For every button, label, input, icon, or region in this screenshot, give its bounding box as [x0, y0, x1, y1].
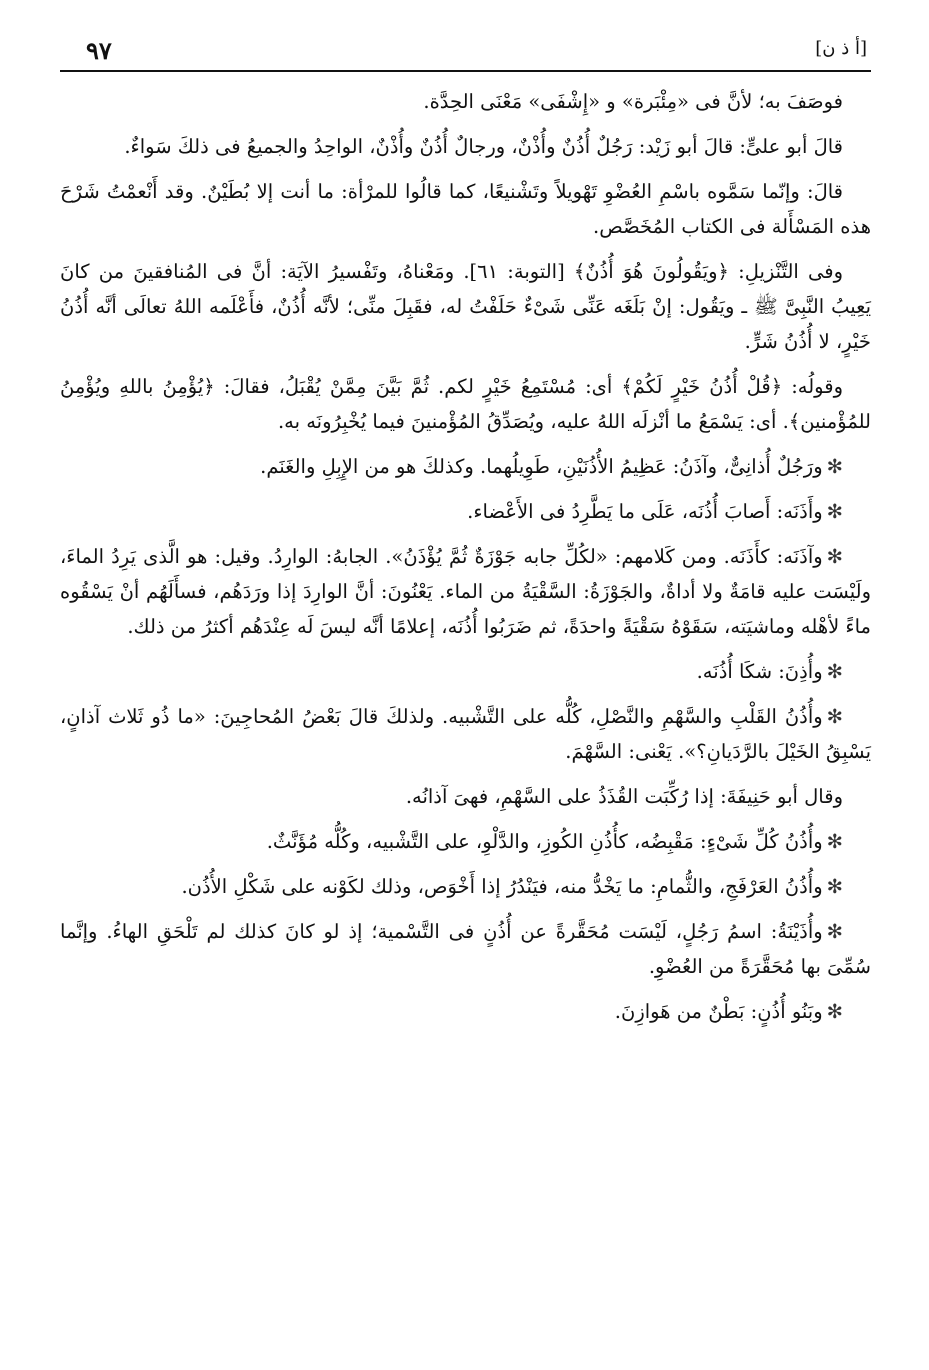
paragraph-14: ✻وبَنُو أُذُنٍ: بَطْنٌ من هَوازِنَ.	[614, 1000, 843, 1023]
asterisk-icon: ✻	[826, 545, 843, 568]
asterisk-icon: ✻	[826, 660, 843, 683]
paragraph-3: وفى التَّنْزيلِ: ﴿ويَقُولُونَ هُوَ أُذُنٌ﴾ [التوبة: ٦١]. ومَعْناهُ، وتَفْسيرُ الآيَة: أنَّ فى المُنافقينَ من كانَ يَعِيبُ النَّبِىَّ ﷺ ـ ويَقُول: إنْ بَلَغَه عَنِّى شَىْءٌ حَلَفْتُ له، فقَبِلَ منِّى؛ لأنَّه أُذُنٌ، فأَعْلَمه اللهُ تعالَى أنَّه أُذُنُ خَيْرٍ، لا أُذُنُ شَرٍّ.	[60, 260, 871, 353]
paragraph-7: ✻وآذَنَه: كأَذَنَه. ومن كَلامهم: «لكُلِّ جابه جَوْزَةٌ ثُمَّ يُؤْذَنُ». الجابهُ: الوارِدُ. وقيل: هو الَّذى يَرِدُ الماءَ، ولَيْسَت عليه قامَةٌ ولا أداةٌ، والجَوْزَةُ: السَّقْيَةُ من الماء. يَعْنُونَ: أنَّ الوارِدَ إذا ورَدَهُم، فسأَلَهُم أنْ يَسْقُوه ماءً لأهْله وماشيَته، سَقَوْهُ سَقْيَةً واحدَةً، ثم ضَرَبُوا أُذُنَه، إعلامًا أنَّه ليسَ لَه عِنْدَهُم أكثرُ من ذلك.	[60, 545, 871, 638]
paragraph-11: ✻وأُذُنُ كُلِّ شَىْءٍ: مَقْبِضُه، كأُذُنِ الكُوزِ، والدَّلْوِ، على التَّشْبيه، وكُلُّه مُؤَنَّثٌ.	[266, 830, 843, 853]
paragraph-12: ✻وأُذُنُ العَرْفَجِ، والثُّمامِ: ما يَخْدُّ منه، فيَنْدُرُ إذا أَخْوَص، وذلك لكَوْنه على شَكْلِ الأُذُن.	[181, 875, 843, 898]
asterisk-icon: ✻	[826, 500, 843, 523]
paragraph-13: ✻وأُذَيْنَةُ: اسمُ رَجُلٍ، لَيْسَت مُحَقَّرةً عن أُذُنٍ فى التَّسْمية؛ إذ لو كانَ كذلك لم تَلْحَقِ الهاءُ. وإنَّما سُمِّىَ بها مُحَقَّرَةً من العُضْوِ.	[60, 920, 871, 978]
paragraph-4: وقولُه: ﴿قُلْ أُذُنُ خَيْرٍ لَكُمْ﴾ أى: مُسْتَمِعُ خَيْرٍ لكم. ثُمَّ بَيَّنَ مِمَّنْ يُقْبَلُ، فقالَ: ﴿يُؤْمِنُ باللهِ ويُؤْمِنُ للمُؤْمنين﴾. أى: يَسْمَعُ ما أنْزلَه اللهُ عليه، ويُصَدِّقُ المُؤْمنينَ فيما يُخْبِرُونَه به.	[60, 375, 871, 433]
asterisk-icon: ✻	[826, 1000, 843, 1023]
paragraph-1: قالَ أبو علىٍّ: قالَ أبو زَيْد: رَجُلٌ أُذُنٌ وأُذْنٌ، ورجالٌ أُذُنٌ وأُذْنٌ، الواحِدُ والجميعُ فى ذلكَ سَواءٌ.	[124, 135, 843, 158]
asterisk-icon: ✻	[826, 705, 843, 728]
paragraph-5: ✻ورَجُلٌ أُذانِىٌّ، وآذَنُ: عَظِيمُ الأُذُنَيْنِ، طَوِيلُهما. وكذلكَ هو من الإِبِلِ والغَنَم.	[260, 455, 843, 478]
running-head: [أ ذ ن]	[815, 38, 867, 59]
page-header	[60, 32, 871, 72]
paragraph-0: فوصَفَ به؛ لأنَّ فى «مِئْبَرة» و «إِشْفَى» مَعْنَى الحِدَّة.	[423, 90, 843, 113]
entry-body	[60, 84, 871, 1039]
asterisk-icon: ✻	[826, 455, 843, 478]
paragraph-8: ✻وأُذِنَ: شكَا أُذُنَه.	[696, 660, 843, 683]
page-number: ٩٧	[86, 36, 112, 65]
asterisk-icon: ✻	[826, 920, 843, 943]
paragraph-10: وقال أبو حَنِيفَةَ: إذا رُكِّبَت القُذَذُ على السَّهْمِ، فهىَ آذانُه.	[405, 785, 843, 808]
asterisk-icon: ✻	[826, 830, 843, 853]
asterisk-icon: ✻	[826, 875, 843, 898]
paragraph-2: قالَ: وإنّما سَمَّوه باسْمِ العُضْوِ تَهْويلاً وتَشْنيعًا، كما قالُوا للمرْأة: ما أنت إلا بُطَيْنٌ. وقد أَنْعمْتُ شَرْحَ هذه المَسْأَلة فى الكتاب المُخَصَّص.	[60, 180, 871, 238]
paragraph-9: ✻وأُذُنُ القَلْبِ والسَّهْمِ والنَّصْلِ، كُلُّه على التَّشْبيه. ولذلكَ قالَ بَعْضُ المُحاجِينَ: «ما ذُو ثَلاث آذانٍ، يَسْبِقُ الخَيْلَ بالرَّدَيانِ؟». يَعْنى: السَّهْمَ.	[60, 705, 871, 763]
paragraph-6: ✻وأَذَنَه: أَصابَ أُذُنَه، عَلَى ما يَطَّرِدُ فى الأَعْضاء.	[467, 500, 843, 523]
